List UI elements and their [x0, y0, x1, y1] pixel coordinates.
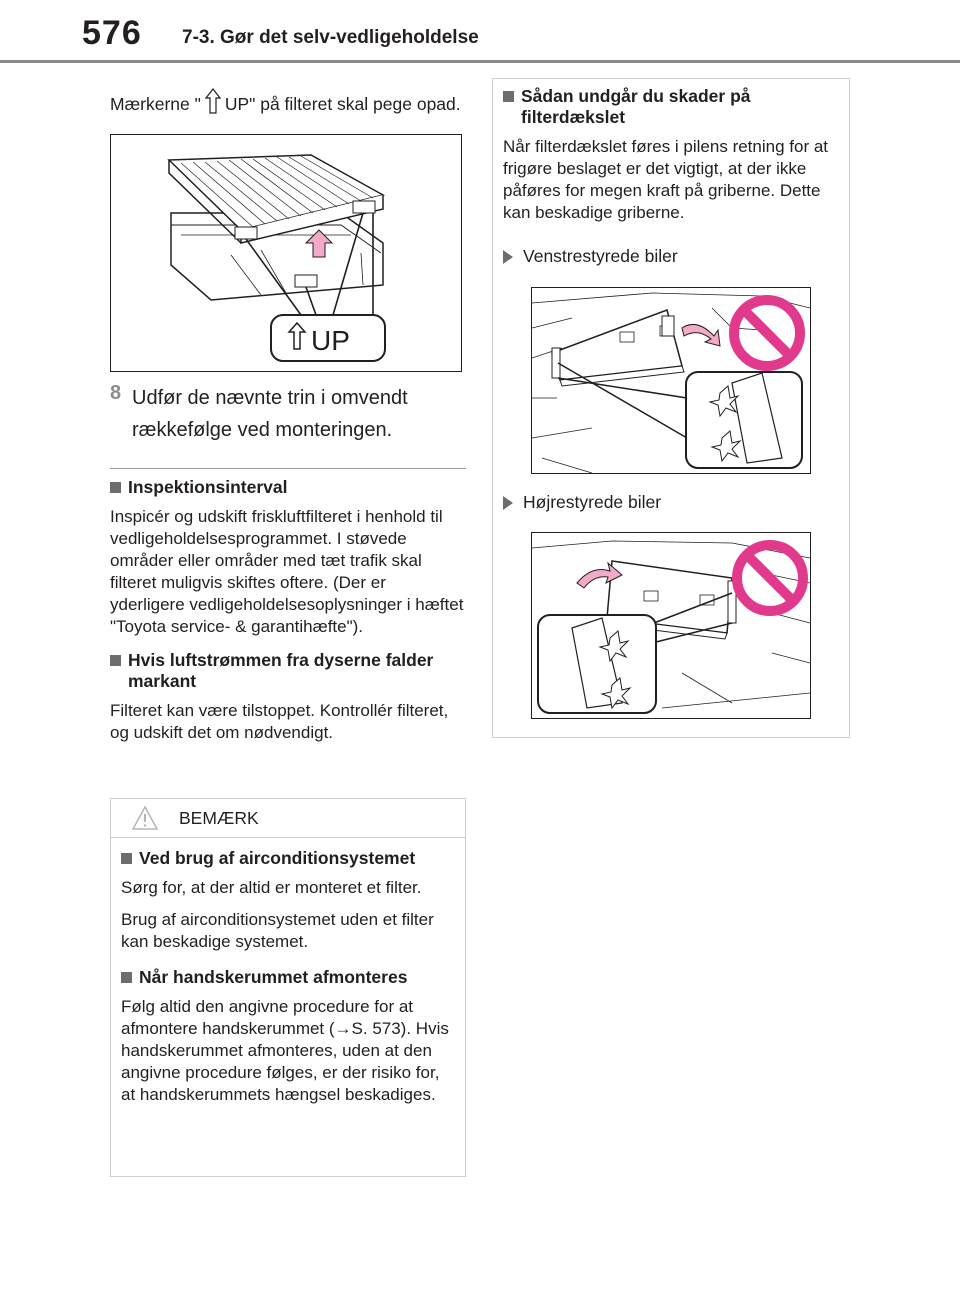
inspection-heading: Inspektionsinterval: [110, 477, 466, 498]
filter-cover-heading: Sådan undgår du skader på filterdækslet: [503, 86, 839, 128]
left-column: [110, 88, 466, 744]
square-bullet-icon: [121, 972, 132, 983]
triangle-bullet-icon: [503, 496, 513, 510]
header-rule: [0, 60, 960, 63]
section-title: 7-3. Gør det selv-vedligeholdelse: [182, 27, 479, 48]
glovebox-body: Følg altid den angivne procedure for at afmontere handskerummet (→S. 573). Hvis handskerummet afmonteres, uden at den angivne procedure følges, er der risiko for, at handskerummets hængsel beskadiges.: [121, 997, 449, 1104]
filter-up-figure: [110, 134, 462, 372]
ac-heading: Ved brug af airconditionsystemet: [121, 848, 455, 869]
cabin-filter-illustration: [111, 135, 461, 371]
square-bullet-icon: [503, 91, 514, 102]
rhd-figure: [531, 532, 811, 719]
rhd-filter-cover-illustration: [532, 533, 810, 718]
lhd-label: Venstrestyrede biler: [503, 246, 839, 267]
rhd-label: Højrestyrede biler: [503, 492, 839, 513]
ac-body-2: Brug af airconditionsystemet uden et filter kan beskadige systemet.: [121, 910, 434, 951]
glovebox-heading: Når handskerummet afmonteres: [121, 967, 455, 988]
square-bullet-icon: [121, 853, 132, 864]
lhd-filter-cover-illustration: [532, 288, 810, 473]
airflow-body: Filteret kan være tilstoppet. Kontrollér filteret, og udskift det om nødvendigt.: [110, 701, 449, 742]
inspection-body: Inspicér og udskift friskluftfilteret i henhold til vedligeholdelsesprogrammet. I støvede områder eller områder med tæt trafik skal filteret muligvis skiftes oftere. (Der er yderligere vedligeholdelsesoplysninger i hæftet "Toyota service- & garantihæfte").: [110, 507, 464, 636]
ac-body-1: Sørg for, at der altid er monteret et filter.: [121, 878, 422, 897]
airflow-heading: Hvis luftstrømmen fra dyserne falder markant: [110, 650, 466, 692]
page-number: 576: [82, 14, 142, 52]
filter-cover-body: Når filterdækslet føres i pilens retning for at frigøre beslaget er det vigtigt, at der ikke påføres for megen kraft på griberne. Dette kan beskadige griberne.: [503, 137, 829, 222]
warning-triangle-icon: [131, 805, 159, 831]
lhd-figure: [531, 287, 811, 474]
step-8: [110, 382, 466, 446]
section-divider: [110, 468, 466, 469]
notice-box: [110, 798, 466, 1177]
notice-header: [111, 799, 465, 838]
notice-body: [111, 838, 465, 1106]
step-text: Udfør de nævnte trin i omvendt rækkefølge ved monteringen.: [132, 387, 408, 441]
step-number: 8: [110, 382, 122, 404]
intro-text-part2: UP" på filteret skal pege opad.: [224, 94, 461, 114]
triangle-bullet-icon: [503, 250, 513, 264]
square-bullet-icon: [110, 482, 121, 493]
notice-title: BEMÆRK: [179, 807, 259, 828]
up-arrow-icon: [205, 88, 221, 114]
figure-up-label: UP: [311, 325, 350, 356]
up-marker-instruction: [110, 88, 466, 115]
right-column-box: [492, 78, 850, 738]
intro-text-part1: Mærkerne ": [110, 94, 201, 114]
square-bullet-icon: [110, 655, 121, 666]
